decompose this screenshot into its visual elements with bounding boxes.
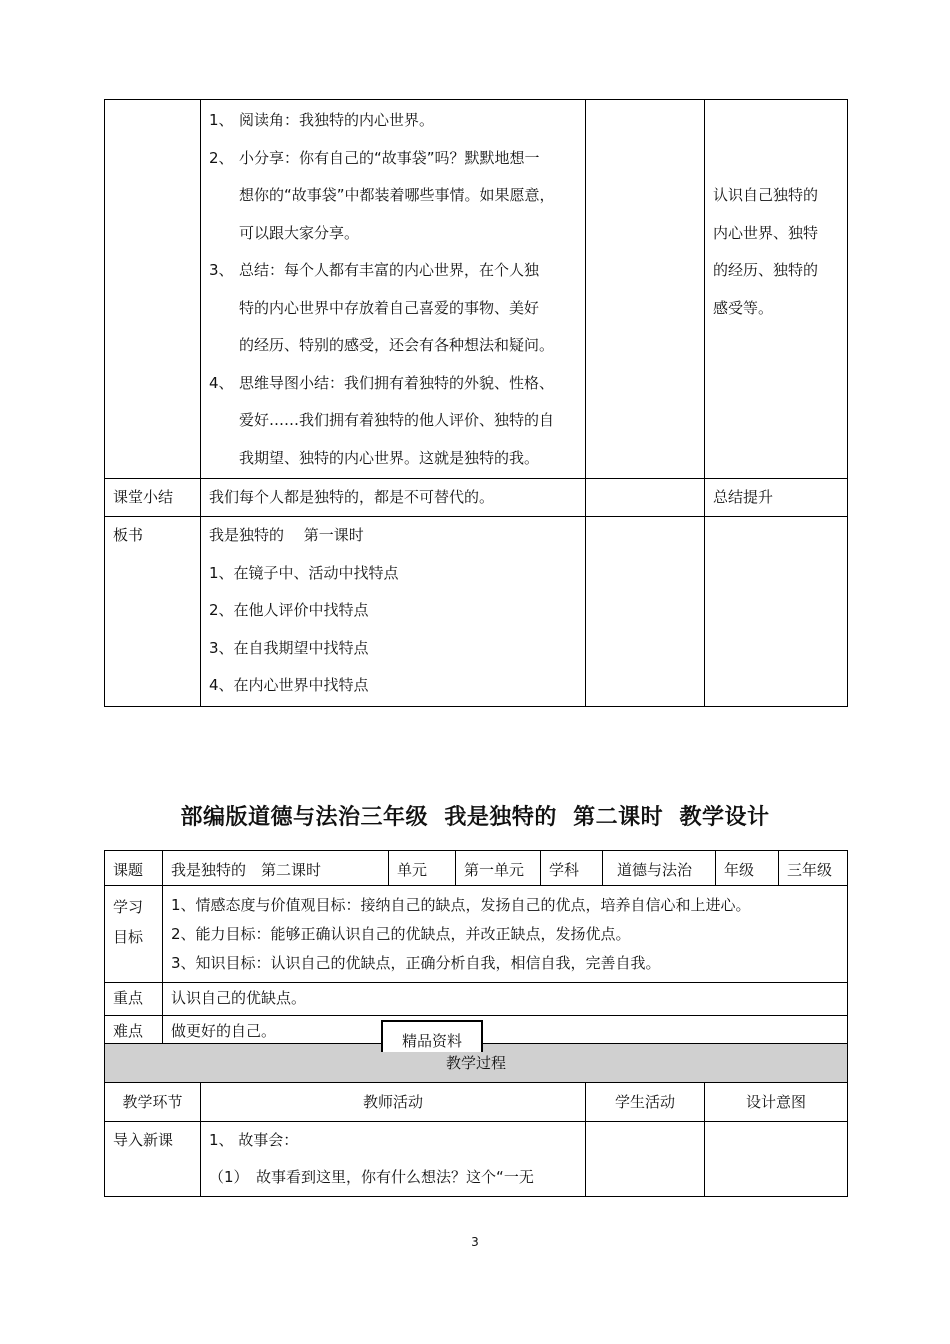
table-row [105, 1122, 848, 1197]
watermark-stamp: 精品资料 [381, 1020, 483, 1052]
design-intent-cell: 认识自己独特的 内心世界、独特 的经历、独特的 感受等。 [705, 100, 848, 479]
subject-label: 学科 [541, 851, 603, 886]
column-header: 学生活动 [586, 1083, 705, 1122]
unit-label: 单元 [389, 851, 456, 886]
list-item-continued: 特的内心世界中存放着自己喜爱的事物、美好 [239, 298, 540, 317]
lesson-info-table [104, 850, 848, 1048]
design-intent-cell [705, 1122, 848, 1197]
board-label: 板书 [105, 517, 201, 707]
design-intent-cell [705, 517, 848, 707]
student-activity-cell [586, 1122, 705, 1197]
summary-label: 课堂小结 [105, 479, 201, 517]
topic-value: 我是独特的 第二课时 [163, 851, 389, 886]
topic-label: 课题 [105, 851, 163, 886]
summary-text: 我们每个人都是独特的，都是不可替代的。 [201, 479, 586, 517]
difficult-label: 难点 [105, 1016, 163, 1048]
column-header: 教学环节 [105, 1083, 201, 1122]
table-row [105, 886, 848, 983]
list-item-continued: 的经历、特别的感受，还会有各种想法和疑问。 [239, 336, 555, 354]
table-row [105, 983, 848, 1016]
list-item: 2、 小分享：你有自己的“故事袋”吗？默默地想一 [209, 148, 540, 167]
unit-value: 第一单元 [456, 851, 541, 886]
column-header: 教师活动 [201, 1083, 586, 1122]
key-value: 认识自己的优缺点。 [163, 983, 848, 1016]
list-item-continued: 我期望、独特的内心世界。这就是独特的我。 [239, 448, 540, 467]
table-row [105, 100, 848, 479]
list-item: 3、 总结：每个人都有丰富的内心世界，在个人独 [209, 261, 540, 279]
grade-label: 年级 [716, 851, 779, 886]
board-line: 4、在内心世界中找特点 [209, 676, 369, 694]
column-header: 设计意图 [705, 1083, 848, 1122]
summary-intent: 总结提升 [705, 479, 848, 517]
list-item: 1、 阅读角：我独特的内心世界。 [209, 111, 435, 129]
difficult-value: 做更好的自己。 [163, 1016, 848, 1048]
teacher-activity-cell: 1、 故事会： （1） 故事看到这里，你有什么想法？这个“一无 [201, 1122, 586, 1197]
table-row [105, 1083, 848, 1122]
grade-value: 三年级 [779, 851, 848, 886]
page-number: 3 [471, 1235, 479, 1249]
lesson-table-part1 [104, 99, 848, 707]
goal-item: 1、情感态度与价值观目标：接纳自己的缺点，发扬自己的优点，培养自信心和上进心。 [171, 896, 751, 914]
board-line: 我是独特的 第一课时 [209, 526, 364, 544]
board-line: 3、在自我期望中找特点 [209, 638, 369, 657]
student-activity-cell [586, 100, 705, 479]
key-label: 重点 [105, 983, 163, 1016]
goal-item: 2、能力目标：能够正确认识自己的优缺点，并改正缺点，发扬优点。 [171, 925, 631, 943]
table-row [105, 851, 848, 886]
list-item-continued: 爱好……我们拥有着独特的他人评价、独特的自 [239, 411, 555, 429]
subject-value: 道德与法治 [603, 851, 716, 886]
board-line: 2、在他人评价中找特点 [209, 601, 369, 619]
document-title: 部编版道德与法治三年级 我是独特的 第二课时 教学设计 [180, 805, 770, 830]
teacher-activity-cell [201, 100, 586, 479]
list-item: 4、 思维导图小结：我们拥有着独特的外貌、性格、 [209, 373, 555, 392]
process-heading: 教学过程 [105, 1044, 848, 1083]
stage-cell: 导入新课 [105, 1122, 201, 1197]
goal-item: 3、知识目标：认识自己的优缺点，正确分析自我，相信自我，完善自我。 [171, 954, 661, 972]
list-item-continued: 可以跟大家分享。 [239, 223, 360, 242]
stage-cell [105, 100, 201, 479]
teaching-process-table [104, 1043, 848, 1197]
board-line: 1、在镜子中、活动中找特点 [209, 563, 399, 582]
board-content [201, 517, 586, 707]
table-row [105, 479, 848, 517]
goals-content [163, 886, 848, 983]
goals-label: 学习 目标 [105, 886, 163, 983]
list-item-continued: 想你的“故事袋”中都装着哪些事情。如果愿意， [239, 186, 555, 204]
table-row [105, 517, 848, 707]
student-activity-cell [586, 479, 705, 517]
student-activity-cell [586, 517, 705, 707]
